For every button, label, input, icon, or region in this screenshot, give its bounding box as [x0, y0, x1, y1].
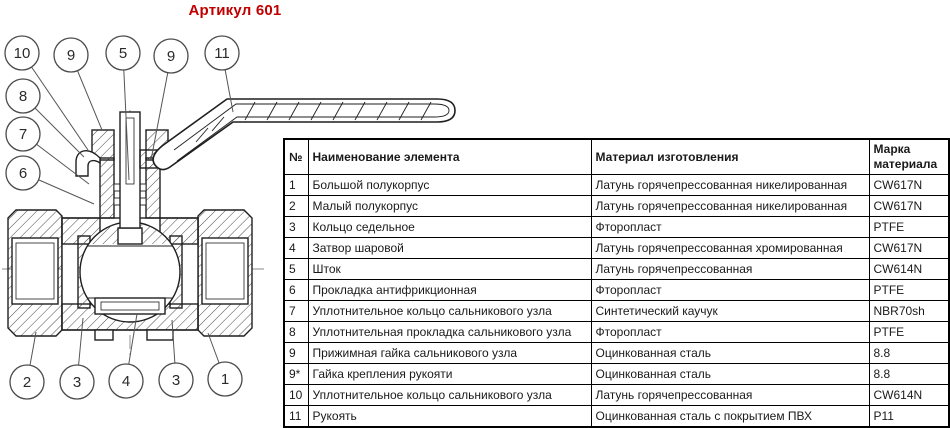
- callout-label: 9: [166, 48, 176, 65]
- callout-label: 9: [66, 47, 76, 64]
- callout-label: 3: [72, 374, 82, 391]
- callout-label: 10: [13, 45, 31, 62]
- table-cell: Шток: [308, 259, 591, 280]
- neck-wall-left: [100, 158, 114, 218]
- table-cell: Оцинкованная сталь: [591, 343, 869, 364]
- col-header-number: №: [284, 139, 308, 175]
- table-cell: Синтетический каучук: [591, 301, 869, 322]
- table-row: [284, 322, 949, 343]
- table-cell: CW614N: [869, 385, 949, 406]
- table-cell: PTFE: [869, 322, 949, 343]
- table-cell: Фторопласт: [591, 217, 869, 238]
- table-cell: Оцинкованная сталь с покрытием ПВХ: [591, 406, 869, 428]
- table-row: [284, 343, 949, 364]
- callout-label: 11: [214, 45, 230, 62]
- stem: [120, 112, 140, 228]
- table-cell: Уплотнительное кольцо сальникового узла: [308, 301, 591, 322]
- table-cell: Фторопласт: [591, 322, 869, 343]
- table-cell: CW617N: [869, 196, 949, 217]
- valve-body: [8, 112, 252, 340]
- callout-label: 4: [121, 373, 131, 390]
- table-cell: Латунь горячепрессованная никелированная: [591, 196, 869, 217]
- table-cell: PTFE: [869, 280, 949, 301]
- table-cell: 7: [284, 301, 308, 322]
- col-header-name: Наименование элемента: [308, 139, 591, 175]
- col-header-grade: Марка материала: [869, 139, 949, 175]
- table-cell: Оцинкованная сталь: [591, 364, 869, 385]
- table-row: [284, 196, 949, 217]
- table-row: [284, 301, 949, 322]
- table-row: [284, 385, 949, 406]
- table-cell: Кольцо седельное: [308, 217, 591, 238]
- table-row: [284, 406, 949, 428]
- table-row: [284, 280, 949, 301]
- table-cell: Уплотнительное кольцо сальникового узла: [308, 385, 591, 406]
- parts-table: [283, 138, 950, 428]
- table-cell: CW617N: [869, 175, 949, 196]
- table-cell: Гайка крепления рукояти: [308, 364, 591, 385]
- handle-hook: [76, 151, 100, 176]
- table-cell: 10: [284, 385, 308, 406]
- callout-label: 5: [118, 45, 128, 62]
- callout-label: 8: [18, 88, 28, 105]
- table-cell: 4: [284, 238, 308, 259]
- table-cell: 8: [284, 322, 308, 343]
- table-row: [284, 259, 949, 280]
- callout-label: 1: [220, 371, 230, 388]
- table-cell: CW617N: [869, 238, 949, 259]
- callout-label: 7: [18, 126, 28, 143]
- table-cell: NBR70sh: [869, 301, 949, 322]
- table-cell: 3: [284, 217, 308, 238]
- page-title: Артикул 601: [188, 2, 282, 19]
- table-cell: Латунь горячепрессованная: [591, 259, 869, 280]
- table-cell: 8.8: [869, 364, 949, 385]
- table-cell: Большой полукорпус: [308, 175, 591, 196]
- table-row: [284, 364, 949, 385]
- table-cell: Затвор шаровой: [308, 238, 591, 259]
- table-cell: Малый полукорпус: [308, 196, 591, 217]
- table-cell: Фторопласт: [591, 280, 869, 301]
- table-row: [284, 238, 949, 259]
- table-cell: CW614N: [869, 259, 949, 280]
- table-header-row: [284, 139, 949, 175]
- col-header-material: Материал изготовления: [591, 139, 869, 175]
- table-cell: 8.8: [869, 343, 949, 364]
- callout-label: 6: [18, 165, 28, 182]
- callout-label: 2: [22, 374, 32, 391]
- table-cell: Прижимная гайка сальникового узла: [308, 343, 591, 364]
- table-row: [284, 175, 949, 196]
- table-cell: 1: [284, 175, 308, 196]
- table-cell: 5: [284, 259, 308, 280]
- table-row: [284, 217, 949, 238]
- table-cell: Прокладка антифрикционная: [308, 280, 591, 301]
- callout-label: 3: [171, 372, 181, 389]
- table-cell: 9*: [284, 364, 308, 385]
- table-cell: PTFE: [869, 217, 949, 238]
- table-cell: 9: [284, 343, 308, 364]
- table-cell: Латунь горячепрессованная никелированная: [591, 175, 869, 196]
- table-cell: Латунь горячепрессованная хромированная: [591, 238, 869, 259]
- table-cell: Уплотнительная прокладка сальникового узла: [308, 322, 591, 343]
- table-cell: 2: [284, 196, 308, 217]
- table-cell: 6: [284, 280, 308, 301]
- table-cell: Рукоять: [308, 406, 591, 428]
- table-cell: 11: [284, 406, 308, 428]
- table-cell: Латунь горячепрессованная: [591, 385, 869, 406]
- table-cell: P11: [869, 406, 949, 428]
